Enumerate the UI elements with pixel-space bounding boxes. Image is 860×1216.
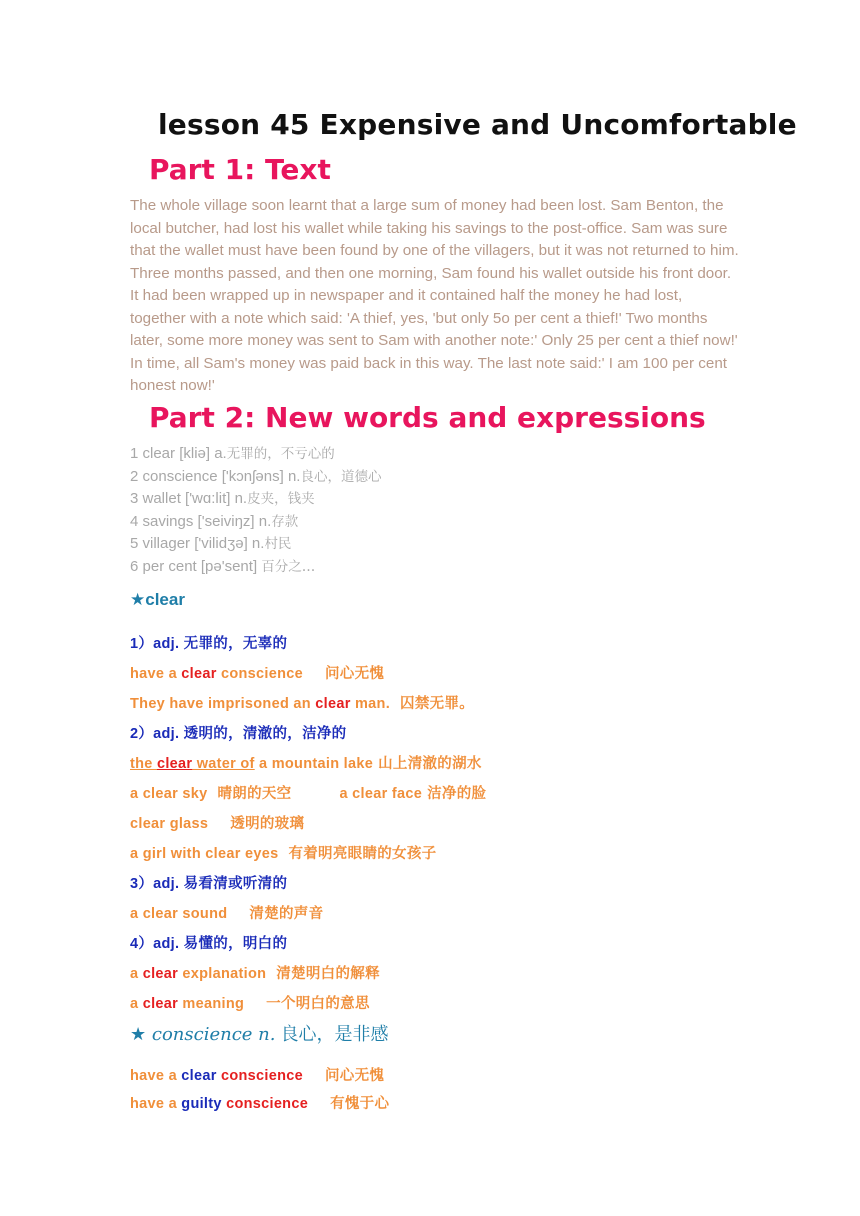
example-text: man. (350, 696, 391, 712)
vocab-item (130, 443, 381, 466)
keyword: guilty (181, 1096, 222, 1112)
example-translation: 问心无愧 (324, 1068, 385, 1084)
sense-4: 4）adj. 易懂的，明白的 (130, 936, 288, 952)
sense-1: 1）adj. 无罪的，无辜的 (130, 636, 288, 652)
example-text: a (130, 966, 143, 982)
example-line (130, 752, 482, 773)
example-line (130, 842, 436, 863)
vocab-en: 1 clear [kliə] a. (130, 445, 227, 462)
example-text: a mountain lake (254, 756, 374, 772)
vocab-item (130, 533, 381, 556)
sense-3: 3）adj. 易看清或听清的 (130, 876, 288, 892)
example-text: conscience (216, 666, 303, 682)
example-translation: 清楚的声音 (249, 906, 324, 922)
example-line (130, 1092, 389, 1113)
example-text: conscience (216, 1068, 303, 1084)
vocab-en: 3 wallet ['wɑ:lit] n. (130, 490, 248, 507)
example-text: water of (192, 756, 255, 772)
vocab-en: 4 savings ['seiviŋz] n. (130, 512, 272, 530)
keyword: clear (156, 756, 193, 772)
text-paragraph: The whole village soon learnt that a large sum of money had been lost. Sam Benton, the local butcher, had lost his wallet while taking his savings to the post-office. Sam was sure that the wallet must have been found by one of the villagers, but it was not returned to him. Three months passed, and then one morning, Sam found his wallet outside his front door. It had been wrapped up in newspaper and it contained half the money he had lost, together with a note which said: 'A thief, yes, 'but only 5o per cent a thief!' Two months later, some more money was sent to Sam with another note:' Only 25 per cent a thief now!' In time, all Sam's money was paid back in this way. The last note said:' I am 100 per cent honest now!' (130, 197, 739, 394)
example-line (130, 812, 304, 833)
vocab-zh: 存款 (271, 513, 299, 530)
vocab-item (130, 556, 381, 579)
example-translation: 清楚明白的解释 (276, 966, 380, 982)
vocab-list (130, 443, 381, 578)
example-text: the (130, 756, 157, 772)
example-text: clear glass (130, 816, 209, 832)
vocab-zh: 皮夹，钱夹 (247, 491, 315, 507)
vocab-zh: 村民 (264, 536, 292, 552)
example-translation: 一个明白的意思 (266, 996, 370, 1012)
example-text: have a (130, 1096, 182, 1112)
keyword: clear (181, 1068, 217, 1084)
example-text: a clear face (339, 786, 423, 802)
vocab-en: 2 conscience ['kɔnʃəns] n. (130, 467, 301, 485)
heading-word: conscience n. (146, 1024, 276, 1045)
page-title: lesson 45 Expensive and Uncomfortable (158, 108, 797, 141)
example-translation: 有愧于心 (330, 1096, 390, 1112)
example-line (130, 692, 474, 713)
star-icon: ★ (130, 1024, 147, 1044)
vocab-zh: 无罪的，不亏心的 (226, 446, 335, 462)
example-text: have a (130, 1068, 182, 1084)
example-line (130, 662, 384, 683)
example-text: a clear sound (130, 906, 228, 922)
keyword: clear (142, 966, 179, 982)
example-text: a (130, 996, 143, 1012)
example-translation: 洁净的脸 (427, 786, 487, 802)
vocab-item (130, 488, 381, 511)
part1-heading: Part 1: Text (149, 153, 331, 186)
sense-2: 2）adj. 透明的，清澈的，洁净的 (130, 726, 347, 742)
vocab-zh: 良心，道德心 (300, 468, 382, 485)
vocab-item (130, 511, 381, 534)
example-translation: 有着明亮眼睛的女孩子 (288, 846, 437, 862)
example-text: meaning (178, 996, 245, 1012)
vocab-en: 5 villager ['vilidʒə] n. (130, 535, 265, 552)
example-line (130, 902, 323, 923)
example-text: They have imprisoned an (130, 696, 316, 712)
example-translation: 问心无愧 (324, 666, 385, 682)
keyword: clear (181, 666, 217, 682)
conscience-section-heading (130, 1020, 388, 1046)
example-translation: 晴朗的天空 (217, 786, 292, 802)
example-translation: 透明的玻璃 (230, 816, 305, 832)
keyword: clear (315, 696, 351, 712)
example-translation: 囚禁无罪。 (400, 696, 475, 712)
example-text: a clear sky (130, 786, 208, 802)
example-line (130, 782, 486, 803)
heading-translation: 良心，是非感 (275, 1024, 389, 1044)
example-line (130, 1064, 384, 1085)
vocab-en: 6 per cent [pə'sent] (130, 557, 262, 575)
keyword: clear (142, 996, 179, 1012)
example-translation: 山上清澈的湖水 (378, 756, 482, 772)
example-line (130, 962, 380, 983)
vocab-zh: 百分之… (261, 558, 316, 575)
example-text: a girl with clear eyes (130, 846, 279, 862)
example-line (130, 992, 370, 1013)
example-text: have a (130, 666, 182, 682)
clear-section-heading: ★clear (130, 590, 185, 609)
vocab-item (130, 466, 381, 489)
part2-heading: Part 2: New words and expressions (149, 401, 706, 434)
example-text: explanation (178, 966, 267, 982)
example-text: conscience (221, 1096, 309, 1112)
